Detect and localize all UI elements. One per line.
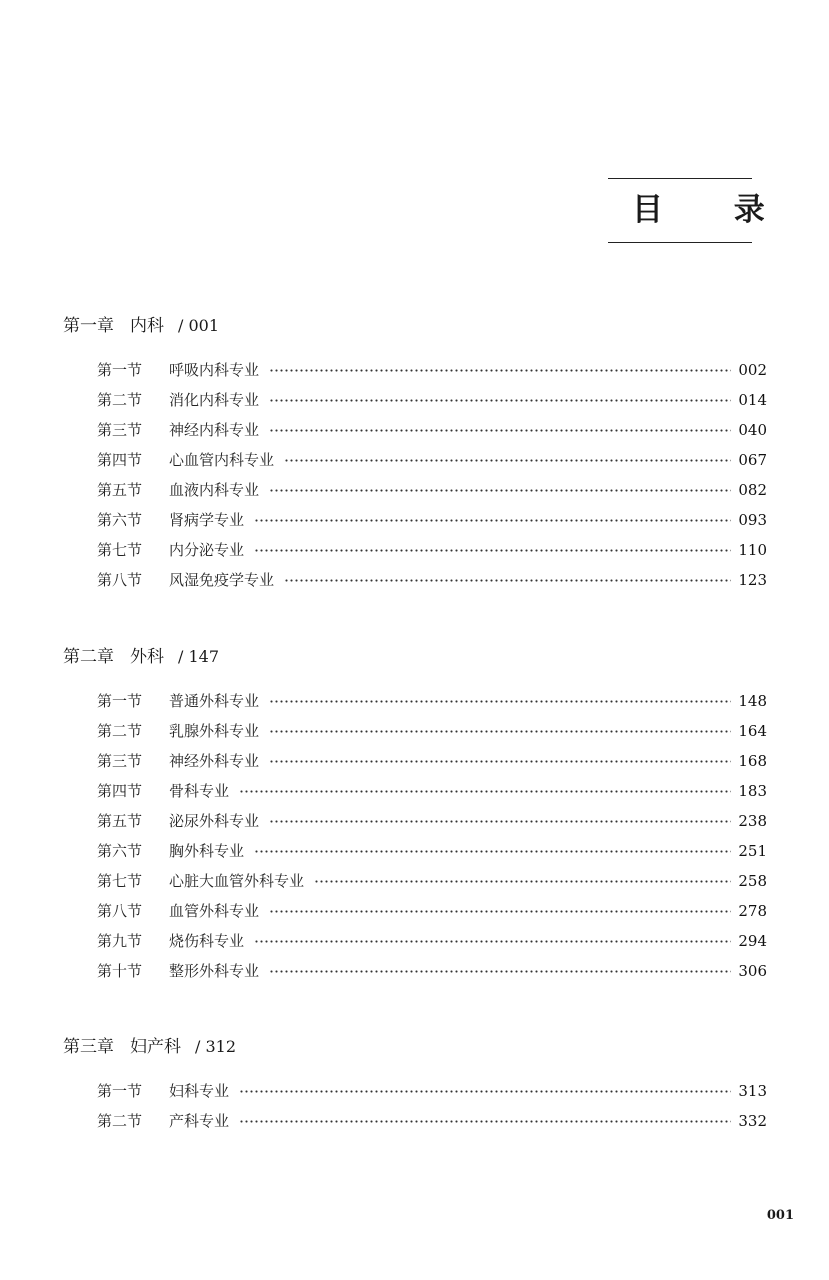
dot-leader: [254, 519, 731, 522]
page-title: 目 录: [632, 192, 795, 228]
section-page: 251: [738, 842, 767, 860]
dot-leader: [269, 910, 731, 913]
toc-entry[interactable]: [97, 1076, 767, 1106]
section-number: 第七节: [97, 541, 143, 559]
dot-leader: [239, 1090, 731, 1093]
section-number: 第九节: [97, 932, 143, 950]
dot-leader: [269, 820, 731, 823]
dot-leader: [284, 579, 731, 582]
section-name: 产科专业: [169, 1112, 230, 1130]
section-page: 002: [738, 361, 767, 379]
section-name: 血液内科专业: [169, 481, 260, 499]
section-number: 第三节: [97, 752, 143, 770]
section-number: 第八节: [97, 571, 143, 589]
toc-entry[interactable]: [97, 686, 767, 716]
section-page: 332: [738, 1112, 767, 1130]
section-number: 第一节: [97, 361, 143, 379]
section-page: 168: [738, 752, 767, 770]
section-name: 呼吸内科专业: [169, 361, 260, 379]
section-name: 普通外科专业: [169, 692, 260, 710]
section-name: 胸外科专业: [169, 842, 245, 860]
section-page: 183: [738, 782, 767, 800]
section-page: 306: [738, 962, 767, 980]
chapter-name: 外科: [130, 647, 164, 667]
title-rule-bottom: [608, 242, 752, 243]
chapter-number: 第一章: [63, 316, 114, 336]
dot-leader: [269, 970, 731, 973]
section-name: 泌尿外科专业: [169, 812, 260, 830]
toc-entry[interactable]: [97, 1106, 767, 1136]
toc-entry[interactable]: [97, 475, 767, 505]
chapter-number: 第三章: [63, 1037, 114, 1057]
section-page: 093: [738, 511, 767, 529]
section-page: 238: [738, 812, 767, 830]
section-name: 风湿免疫学专业: [169, 571, 275, 589]
toc-entry[interactable]: [97, 535, 767, 565]
section-name: 内分泌专业: [169, 541, 245, 559]
dot-leader: [269, 399, 731, 402]
section-name: 血管外科专业: [169, 902, 260, 920]
toc-entry[interactable]: [97, 355, 767, 385]
dot-leader: [269, 369, 731, 372]
dot-leader: [239, 790, 731, 793]
section-number: 第二节: [97, 391, 143, 409]
dot-leader: [254, 940, 731, 943]
toc-entry[interactable]: [97, 776, 767, 806]
chapter-page: / 312: [195, 1037, 237, 1056]
section-page: 294: [738, 932, 767, 950]
chapter-heading[interactable]: [63, 1036, 767, 1058]
chapter-heading[interactable]: [63, 315, 767, 337]
section-name: 心血管内科专业: [169, 451, 275, 469]
toc-entry[interactable]: [97, 415, 767, 445]
chapter-2-sections: [97, 686, 767, 986]
toc-entry[interactable]: [97, 565, 767, 595]
section-number: 第四节: [97, 451, 143, 469]
section-number: 第六节: [97, 842, 143, 860]
toc-entry[interactable]: [97, 896, 767, 926]
toc-title-block: [608, 178, 795, 228]
section-name: 心脏大血管外科专业: [169, 872, 305, 890]
chapter-name: 妇产科: [130, 1037, 181, 1057]
dot-leader: [284, 459, 731, 462]
dot-leader: [239, 1120, 731, 1123]
toc-entry[interactable]: [97, 956, 767, 986]
toc-entry[interactable]: [97, 505, 767, 535]
section-name: 乳腺外科专业: [169, 722, 260, 740]
section-number: 第一节: [97, 1082, 143, 1100]
chapter-page: / 147: [178, 647, 220, 666]
chapter-number: 第二章: [63, 647, 114, 667]
section-page: 040: [738, 421, 767, 439]
toc-entry[interactable]: [97, 716, 767, 746]
dot-leader: [314, 880, 731, 883]
section-page: 082: [738, 481, 767, 499]
dot-leader: [269, 760, 731, 763]
section-page: 123: [738, 571, 767, 589]
section-name: 烧伤科专业: [169, 932, 245, 950]
chapter-page: / 001: [178, 316, 220, 335]
section-number: 第二节: [97, 1112, 143, 1130]
section-name: 神经外科专业: [169, 752, 260, 770]
section-page: 067: [738, 451, 767, 469]
section-name: 肾病学专业: [169, 511, 245, 529]
toc-entry[interactable]: [97, 746, 767, 776]
section-page: 278: [738, 902, 767, 920]
section-number: 第五节: [97, 812, 143, 830]
toc-entry[interactable]: [97, 866, 767, 896]
section-number: 第十节: [97, 962, 143, 980]
page-number: 001: [766, 1208, 794, 1223]
dot-leader: [269, 429, 731, 432]
dot-leader: [269, 489, 731, 492]
section-page: 110: [738, 541, 767, 559]
toc-entry[interactable]: [97, 445, 767, 475]
section-page: 148: [738, 692, 767, 710]
section-number: 第一节: [97, 692, 143, 710]
section-name: 骨科专业: [169, 782, 230, 800]
toc-entry[interactable]: [97, 926, 767, 956]
section-number: 第五节: [97, 481, 143, 499]
toc-entry[interactable]: [97, 806, 767, 836]
chapter-3-sections: [97, 1076, 767, 1136]
chapter-name: 内科: [130, 316, 164, 336]
section-name: 整形外科专业: [169, 962, 260, 980]
title-rule-top: [608, 178, 752, 179]
section-name: 妇科专业: [169, 1082, 230, 1100]
section-page: 313: [738, 1082, 767, 1100]
section-name: 消化内科专业: [169, 391, 260, 409]
section-page: 014: [738, 391, 767, 409]
section-name: 神经内科专业: [169, 421, 260, 439]
dot-leader: [269, 700, 731, 703]
section-number: 第六节: [97, 511, 143, 529]
section-number: 第二节: [97, 722, 143, 740]
section-page: 164: [738, 722, 767, 740]
toc-entry[interactable]: [97, 836, 767, 866]
toc-entry[interactable]: [97, 385, 767, 415]
dot-leader: [254, 549, 731, 552]
dot-leader: [254, 850, 731, 853]
section-number: 第八节: [97, 902, 143, 920]
section-number: 第四节: [97, 782, 143, 800]
dot-leader: [269, 730, 731, 733]
chapter-heading[interactable]: [63, 646, 767, 668]
chapter-1-sections: [97, 355, 767, 595]
section-number: 第七节: [97, 872, 143, 890]
section-page: 258: [738, 872, 767, 890]
section-number: 第三节: [97, 421, 143, 439]
